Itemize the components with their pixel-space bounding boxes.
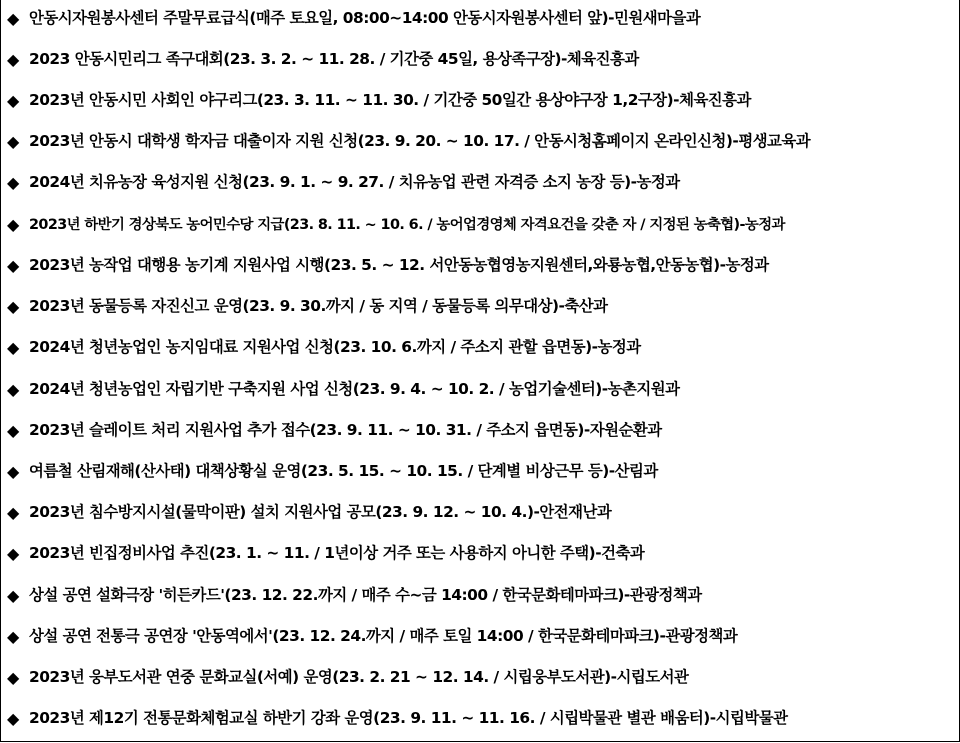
notice-text: 2024년 청년농업인 자립기반 구축지원 사업 신청(23. 9. 4. ~ 10. 2. / 농업기술센터)-농촌지원과 — [29, 380, 680, 399]
list-item — [7, 292, 607, 322]
diamond-bullet-icon: ◆ — [7, 132, 20, 151]
notice-text: 2023년 하반기 경상북도 농어민수당 지급(23. 8. 11. ~ 10. 6. / 농어업경영체 자격요건을 갖춘 자 / 지정된 농축협)-농정과 — [29, 216, 785, 233]
list-item — [7, 416, 662, 446]
list-item — [7, 4, 700, 34]
diamond-bullet-icon: ◆ — [7, 215, 20, 234]
list-item — [7, 539, 644, 569]
notice-text: 2024년 청년농업인 농지임대료 지원사업 신청(23. 10. 6.까지 / 주소지 관할 읍면동)-농정과 — [29, 338, 641, 357]
notice-text: 안동시자원봉사센터 주말무료급식(매주 토요일, 08:00~14:00 안동시자원봉사센터 앞)-민원새마을과 — [29, 9, 701, 28]
notice-text: 2023년 슬레이트 처리 지원사업 추가 접수(23. 9. 11. ~ 10. 31. / 주소지 읍면동)-자원순환과 — [29, 421, 662, 440]
notice-text: 2023년 침수방지시설(물막이판) 설치 지원사업 공모(23. 9. 12. ~ 10. 4.)-안전재난과 — [29, 503, 612, 522]
diamond-bullet-icon: ◆ — [7, 173, 20, 192]
list-item — [7, 210, 785, 240]
notice-text: 상설 공연 전통극 공연장 '안동역에서'(23. 12. 24.까지 / 매주 토일 14:00 / 한국문화테마파크)-관광정책과 — [29, 627, 738, 646]
diamond-bullet-icon: ◆ — [7, 586, 20, 605]
list-item — [7, 622, 737, 652]
notice-text: 2023년 빈집정비사업 추진(23. 1. ~ 11. / 1년이상 거주 또는 사용하지 아니한 주택)-건축과 — [29, 544, 645, 563]
notice-text: 2023년 웅부도서관 연중 문화교실(서예) 운영(23. 2. 21 ~ 12. 14. / 시립웅부도서관)-시립도서관 — [29, 668, 689, 687]
list-item — [7, 127, 810, 157]
diamond-bullet-icon: ◆ — [7, 627, 20, 646]
list-item — [7, 498, 611, 528]
list-item — [7, 86, 751, 116]
diamond-bullet-icon: ◆ — [7, 256, 20, 275]
diamond-bullet-icon: ◆ — [7, 9, 20, 28]
notice-text: 2024년 치유농장 육성지원 신청(23. 9. 1. ~ 9. 27. / 치유농업 관련 자격증 소지 농장 등)-농정과 — [29, 173, 680, 192]
list-item — [7, 168, 680, 198]
diamond-bullet-icon: ◆ — [7, 338, 20, 357]
diamond-bullet-icon: ◆ — [7, 380, 20, 399]
notice-text: 2023 안동시민리그 족구대회(23. 3. 2. ~ 11. 28. / 기간중 45일, 용상족구장)-체육진흥과 — [29, 50, 639, 69]
notice-text: 상설 공연 설화극장 '히든카드'(23. 12. 22.까지 / 매주 수~금 14:00 / 한국문화테마파크)-관광정책과 — [29, 586, 702, 605]
notice-text: 여름철 산림재해(산사태) 대책상황실 운영(23. 5. 15. ~ 10. 15. / 단계별 비상근무 등)-산림과 — [29, 462, 658, 481]
notice-text: 2023년 제12기 전통문화체험교실 하반기 강좌 운영(23. 9. 11. ~ 11. 16. / 시립박물관 별관 배움터)-시립박물관 — [29, 709, 788, 728]
diamond-bullet-icon: ◆ — [7, 91, 20, 110]
list-item — [7, 333, 641, 363]
notice-text: 2023년 안동시 대학생 학자금 대출이자 지원 신청(23. 9. 20. ~ 10. 17. / 안동시청홈페이지 온라인신청)-평생교육과 — [29, 132, 811, 151]
diamond-bullet-icon: ◆ — [7, 544, 20, 563]
notice-text: 2023년 농작업 대행용 농기계 지원사업 시행(23. 5. ~ 12. 서안동농협영농지원센터,와룡농협,안동농협)-농정과 — [29, 256, 769, 275]
diamond-bullet-icon: ◆ — [7, 297, 20, 316]
diamond-bullet-icon: ◆ — [7, 462, 20, 481]
diamond-bullet-icon: ◆ — [7, 668, 20, 687]
list-item — [7, 704, 787, 734]
list-item — [7, 663, 688, 693]
list-item — [7, 581, 702, 611]
diamond-bullet-icon: ◆ — [7, 50, 20, 69]
list-item — [7, 375, 679, 405]
diamond-bullet-icon: ◆ — [7, 421, 20, 440]
diamond-bullet-icon: ◆ — [7, 503, 20, 522]
notice-text: 2023년 동물등록 자진신고 운영(23. 9. 30.까지 / 동 지역 / 동물등록 의무대상)-축산과 — [29, 297, 608, 316]
list-item — [7, 45, 639, 75]
diamond-bullet-icon: ◆ — [7, 709, 20, 728]
list-item — [7, 251, 769, 281]
notice-text: 2023년 안동시민 사회인 야구리그(23. 3. 11. ~ 11. 30. / 기간중 50일간 용상야구장 1,2구장)-체육진흥과 — [29, 91, 751, 110]
list-item — [7, 457, 658, 487]
